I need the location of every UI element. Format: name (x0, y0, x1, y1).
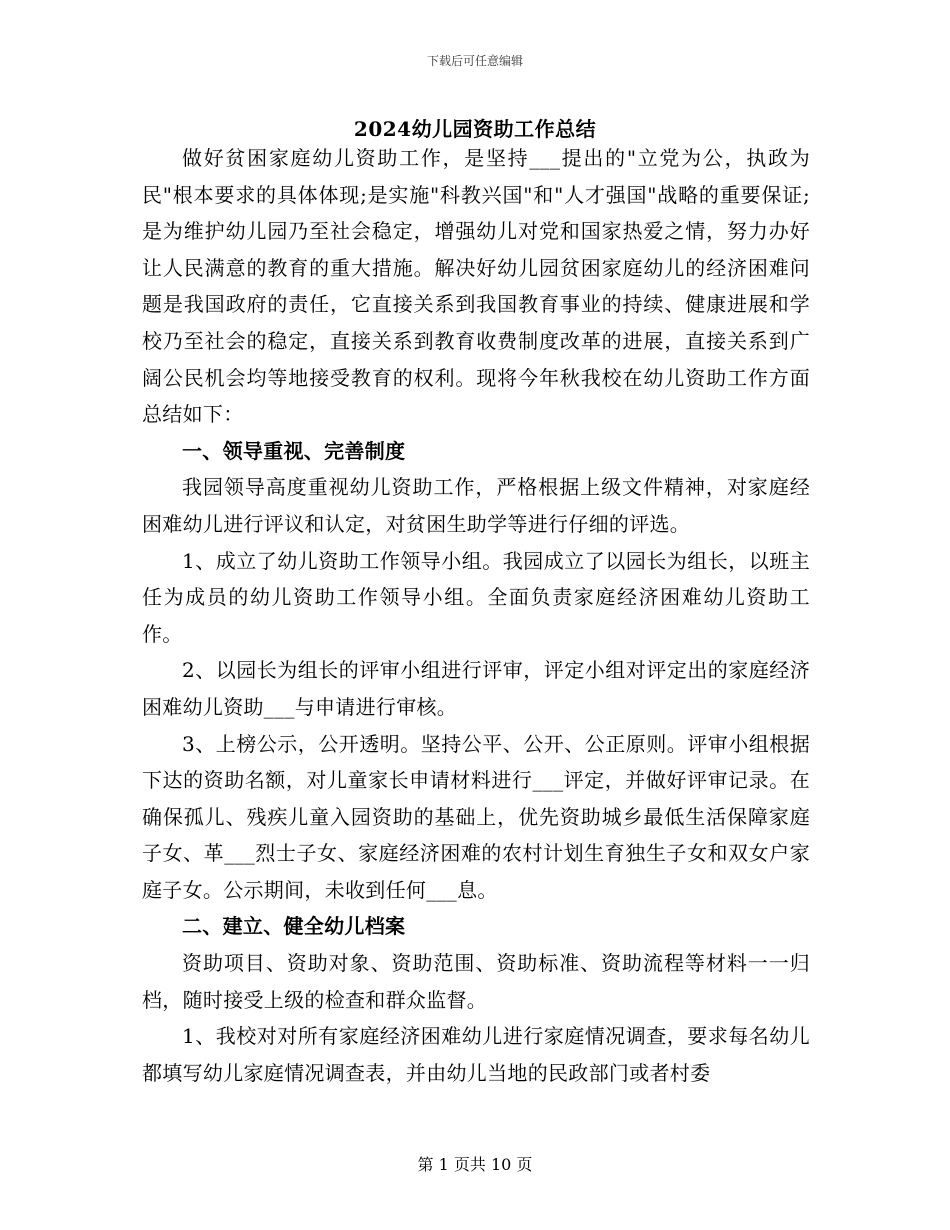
intro-paragraph: 做好贫困家庭幼儿资助工作，是坚持___提出的"立党为公，执政为民"根本要求的具体体现;是实施"科教兴国"和"人才强国"战略的重要保证;是为维护幼儿园乃至社会稳定，增强幼儿对党和国家热爱之情，努力办好让人民满意的教育的重大措施。解决好幼儿园贫困家庭幼儿的经济困难问题是我国政府的责任，它直接关系到我国教育事业的持续、健康进展和学校乃至社会的稳定，直接关系到教育收费制度改革的进展，直接关系到广阔公民机会均等地接受教育的权利。现将今年秋我校在幼儿资助工作方面总结如下： (142, 146, 810, 427)
section-2-item-1: 1、我校对对所有家庭经济困难幼儿进行家庭情况调查，要求每名幼儿都填写幼儿家庭情况调查表，并由幼儿当地的民政部门或者村委 (142, 1024, 810, 1085)
page-header: 下载后可任意编辑 (426, 54, 523, 68)
section-1-paragraph: 我园领导高度重视幼儿资助工作，严格根据上级文件精神，对家庭经困难幼儿进行评议和认定，对贫困生助学等进行仔细的评选。 (142, 475, 810, 536)
section-heading-2: 二、建立、健全幼儿档案 (182, 914, 406, 939)
section-1-item-3: 3、上榜公示，公开透明。坚持公平、公开、公正原则。评审小组根据下达的资助名额，对儿童家长申请材料进行___评定，并做好评审记录。在确保孤儿、残疾儿童入园资助的基础上，优先资助城乡最低生活保障家庭子女、革___烈士子女、家庭经济困难的农村计划生育独生子女和双女户家庭子女。公示期间，未收到任何___息。 (142, 731, 810, 902)
section-1-item-1: 1、成立了幼儿资助工作领导小组。我园成立了以园长为组长，以班主任为成员的幼儿资助工作领导小组。全面负责家庭经济困难幼儿资助工作。 (142, 548, 810, 646)
section-heading-1: 一、领导重视、完善制度 (182, 438, 406, 463)
section-1-item-2: 2、以园长为组长的评审小组进行评审，评定小组对评定出的家庭经济困难幼儿资助___与申请进行审核。 (142, 658, 810, 719)
section-2-paragraph: 资助项目、资助对象、资助范围、资助标准、资助流程等材料一一归档，随时接受上级的检查和群众监督。 (142, 951, 810, 1012)
document-title: 2024幼儿园资助工作总结 (353, 117, 597, 141)
document-body (142, 140, 810, 1091)
page-footer: 第 1 页共 10 页 (417, 1155, 533, 1174)
